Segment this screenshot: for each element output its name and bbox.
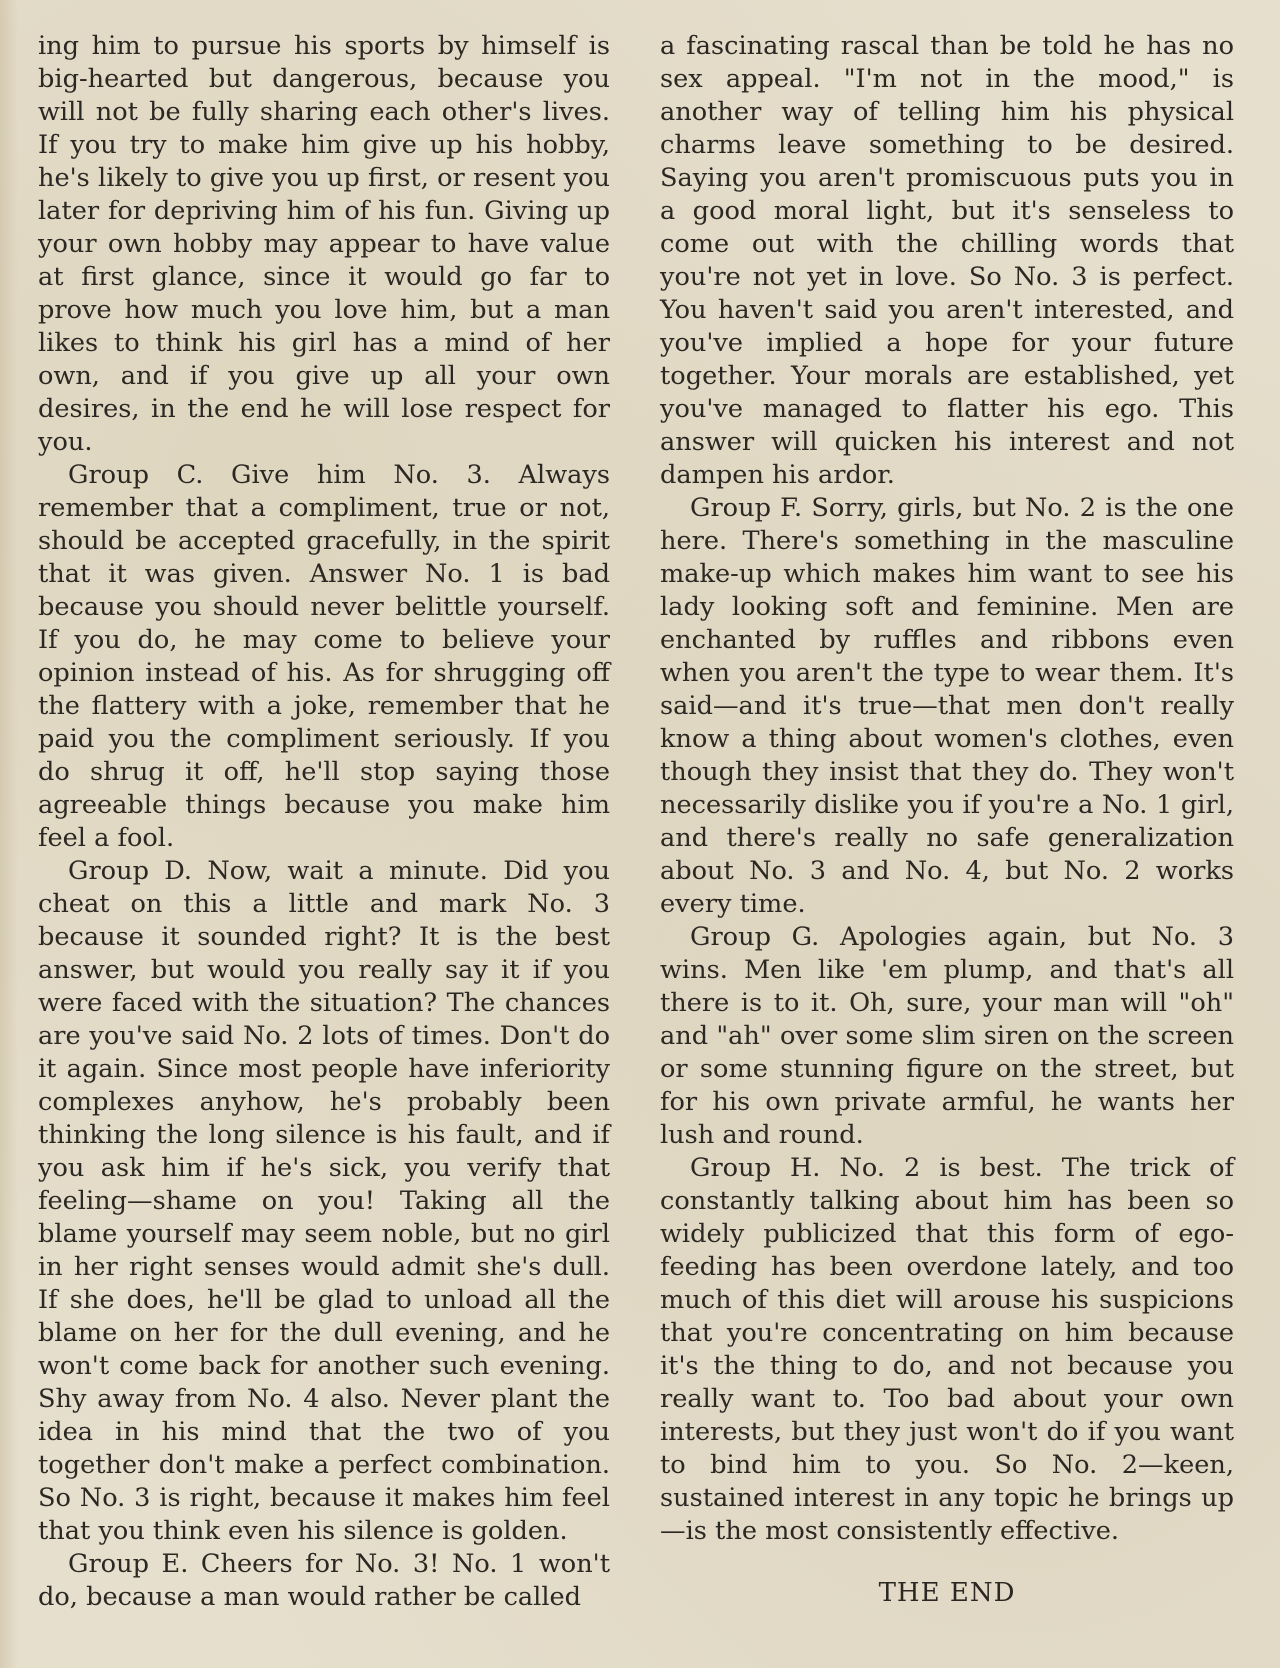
paragraph-group-e-start: Group E. Cheers for No. 3! No. 1 won't do, because a man would rather be called [38, 1549, 610, 1612]
paragraph-group-c: Group C. Give him No. 3. Always remember that a compliment, true or not, should be accepted gracefully, in the spirit that it was given. Answer No. 1 is bad because you should never belittle yourself. If you do, he may come to believe your opinion instead of his. As for shrugging off the flattery with a joke, remember that he paid you the compliment seriously. If you do shrug it off, he'll stop saying those agreeable things because you make him feel a fool. [38, 460, 610, 853]
paragraph-group-e-continued: a fascinating rascal than be told he has no sex appeal. "I'm not in the mood," is another way of telling him his physical charms leave something to be desired. Saying you aren't promiscuous puts you in a good moral light, but it's senseless to come out with the chilling words that you're not yet in love. So No. 3 is perfect. You haven't said you aren't interested, and you've implied a hope for your future together. Your morals are established, yet you've managed to flatter his ego. This answer will quicken his interest and not dampen his ardor. [660, 31, 1234, 490]
paragraph-group-g: Group G. Apologies again, but No. 3 wins. Men like 'em plump, and that's all there is to it. Oh, sure, your man will "oh" and "ah" over some slim siren on the screen or some stunning figure on the street, but for his own private armful, he wants her lush and round. [660, 922, 1234, 1150]
right-column [660, 30, 1234, 1548]
paragraph-continuation: ing him to pursue his sports by himself is big-hearted but dangerous, because you will not be fully sharing each other's lives. If you try to make him give up his hobby, he's likely to give you up first, or resent you later for depriving him of his fun. Giving up your own hobby may appear to have value at first glance, since it would go far to prove how much you love him, but a man likes to think his girl has a mind of her own, and if you give up all your own desires, in the end he will lose respect for you. [38, 31, 610, 457]
paragraph-group-f: Group F. Sorry, girls, but No. 2 is the one here. There's something in the masculine make-up which makes him want to see his lady looking soft and feminine. Men are enchanted by ruffles and ribbons even when you aren't the type to wear them. It's said—and it's true—that men don't really know a thing about women's clothes, even though they insist that they do. They won't necessarily dislike you if you're a No. 1 girl, and there's really no safe generalization about No. 3 and No. 4, but No. 2 works every time. [660, 493, 1234, 919]
paragraph-group-h: Group H. No. 2 is best. The trick of constantly talking about him has been so widely publicized that this form of ego-feeding has been overdone lately, and too much of this diet will arouse his suspicions that you're concentrating on him because it's the thing to do, and not because you really want to. Too bad about your own interests, but they just won't do if you want to bind him to you. So No. 2—keen, sustained interest in any topic he brings up—is the most consistently effective. [660, 1153, 1234, 1546]
left-column [38, 30, 610, 1614]
the-end-label: THE END [878, 1578, 1016, 1608]
paragraph-group-d: Group D. Now, wait a minute. Did you cheat on this a little and mark No. 3 because it sounded right? It is the best answer, but would you really say it if you were faced with the situation? The chances are you've said No. 2 lots of times. Don't do it again. Since most people have inferiority complexes anyhow, he's probably been thinking the long silence is his fault, and if you ask him if he's sick, you verify that feeling—shame on you! Taking all the blame yourself may seem noble, but no girl in her right senses would admit she's dull. If she does, he'll be glad to unload all the blame on her for the dull evening, and he won't come back for another such evening. Shy away from No. 4 also. Never plant the idea in his mind that the two of you together don't make a perfect combination. So No. 3 is right, because it makes him feel that you think even his silence is golden. [38, 856, 610, 1546]
